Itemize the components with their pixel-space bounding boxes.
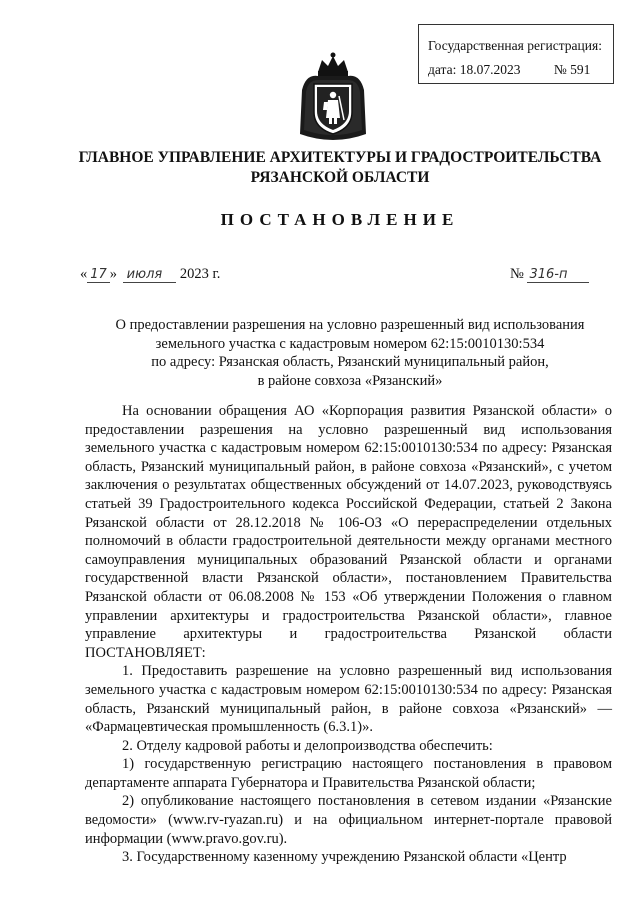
- registration-number: № 591: [553, 62, 591, 77]
- date-open-quote: «: [80, 266, 88, 282]
- registration-date: дата: 18.07.2023: [428, 62, 521, 77]
- body-paragraph-item-3: 3. Государственному казенному учреждению Рязанской области «Центр: [122, 849, 567, 866]
- number-prefix: №: [510, 266, 524, 282]
- registration-details: [428, 58, 613, 82]
- date-month-handwritten: июля: [123, 267, 177, 283]
- authority-line-1: ГЛАВНОЕ УПРАВЛЕНИЕ АРХИТЕКТУРЫ И ГРАДОСТРОИТЕЛЬСТВА: [78, 149, 602, 166]
- registration-title: Государственная регистрация:: [428, 38, 602, 53]
- subject-line-3: по адресу: Рязанская область, Рязанский муниципальный район,: [151, 354, 549, 370]
- authority-line-2: РЯЗАНСКОЙ ОБЛАСТИ: [250, 169, 430, 186]
- body-paragraph-item-2-2: 2) опубликование настоящего постановления в сетевом издании «Рязанские ведомости» (www.rv-ryazan.ru) и на официальном интернет-портале правовой информации (www.pravo.gov.ru).: [85, 793, 612, 847]
- registration-stamp: [418, 24, 614, 84]
- document-body: [85, 402, 612, 867]
- subject-line-1: О предоставлении разрешения на условно разрешенный вид использования: [115, 317, 585, 333]
- date-day-handwritten: 17: [87, 267, 110, 283]
- ryazan-coat-of-arms-icon: [296, 50, 370, 146]
- date-year: 2023 г.: [179, 266, 221, 282]
- subject-line-4: в районе совхоза «Рязанский»: [257, 372, 443, 389]
- document-type-title: ПОСТАНОВЛЕНИЕ: [220, 210, 460, 229]
- body-paragraph-item-1: 1. Предоставить разрешение на условно разрешенный вид использования земельного участка с кадастровым номером 62:15:0010130:534 по адресу: Рязанская область, Рязанский муниципальный район, в районе совхоза «Рязанский» — «Фармацевтическая промышленность (6.3.1)».: [85, 663, 612, 736]
- body-paragraph-item-2-1: 1) государственную регистрацию настоящего постановления в правовом департаменте аппарата Губернатора и Правительства Рязанской области;: [85, 756, 612, 791]
- document-number: [510, 266, 589, 283]
- body-paragraph-preamble: На основании обращения АО «Корпорация развития Рязанской области» о предоставлении разрешения на условно разрешенный вид использования земельного участка с кадастровым номером 62:15:0010130:534 по адресу: Рязанская область, Рязанский муниципальный район, в районе совхоза «Рязанский», с учетом заключения о результатах общественных обсуждений от 14.07.2023, руководствуясь статьей 39 Градостроительного кодекса Российской Федерации, статьей 2 Закона Рязанской области от 28.12.2018 № 106-ОЗ «О перераспределении отдельных полномочий в области градостроительной деятельности между органами местного самоуправления муниципальных образований Рязанской области и органами государственной власти Рязанской области», постановлением Правительства Рязанской области от 06.08.2008 № 153 «Об утверждении Положения о главном управлении архитектуры и градостроительства Рязанской области», главное управление архитектуры и градостроительства Рязанской области ПОСТАНОВЛЯЕТ:: [85, 403, 612, 661]
- number-handwritten: 316-п: [527, 267, 589, 283]
- document-date: [80, 266, 220, 283]
- date-close-quote: »: [109, 266, 118, 282]
- body-paragraph-item-2: 2. Отделу кадровой работы и делопроизводства обеспечить:: [122, 737, 493, 754]
- issuing-authority: [70, 148, 610, 188]
- subject-line-2: земельного участка с кадастровым номером 62:15:0010130:534: [155, 335, 545, 352]
- document-subject: [96, 316, 604, 390]
